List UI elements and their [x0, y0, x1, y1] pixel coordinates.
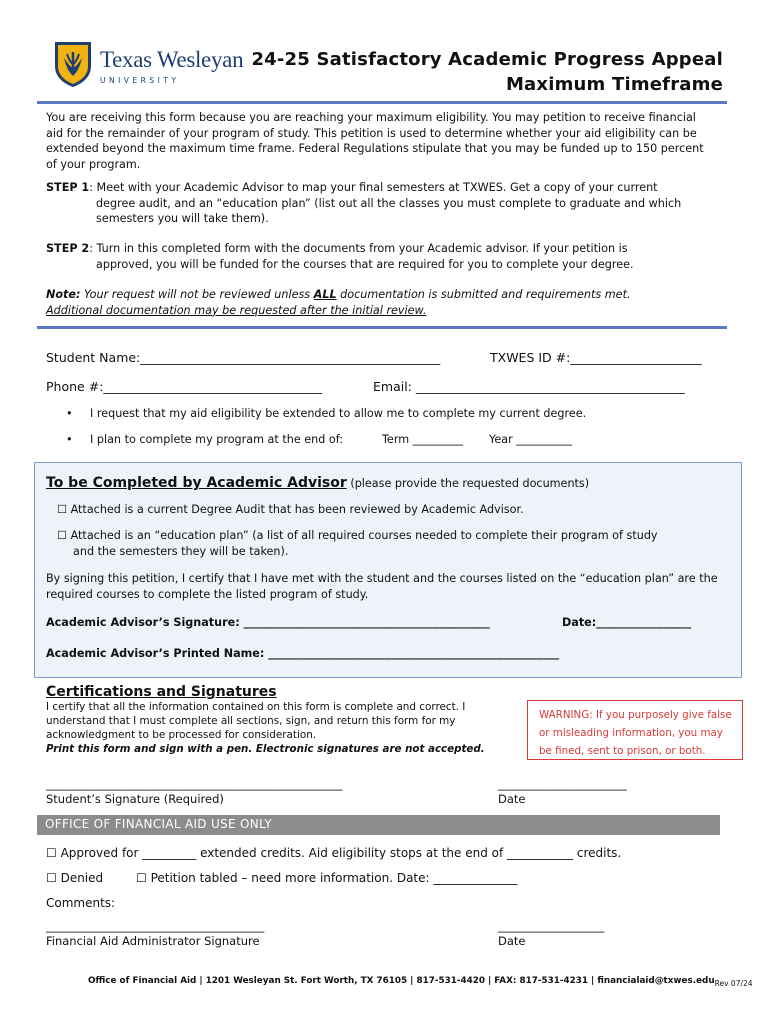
student-signature-line[interactable]: _____________________________________________________ [46, 778, 343, 791]
step-2-text: : Turn in this completed form with the documents from your Academic advisor. If your petition is [89, 242, 628, 255]
plan-complete-text: I plan to complete my program at the end of: [90, 433, 344, 446]
note-line-2: Additional documentation may be requested after the initial review. [46, 303, 427, 317]
student-date-label: Date [498, 792, 526, 806]
warning-box: WARNING: If you purposely give false or misleading information, you may be fined, sent to prison, or both. [527, 700, 743, 760]
advisor-printed-name-field[interactable]: Academic Advisor’s Printed Name: ____________________________________________________ [46, 647, 560, 660]
admin-date-line[interactable]: ___________________ [498, 920, 605, 933]
step-1-text: : Meet with your Academic Advisor to map your final semesters at TXWES. Get a copy of your current [89, 181, 658, 194]
note-all: ALL [313, 288, 337, 301]
university-shield-icon [53, 40, 93, 88]
form-title [251, 47, 723, 97]
title-line-2: Maximum Timeframe [505, 74, 723, 95]
revision-label: Rev 07/24 [714, 979, 753, 988]
admin-date-label: Date [498, 934, 526, 948]
year-field[interactable]: Year __________ [489, 433, 573, 446]
footer [88, 976, 753, 988]
step-2-continuation: approved, you will be funded for the courses that are required for you to complete your degree. [96, 257, 634, 271]
header-divider [37, 101, 727, 104]
note-text-2: documentation is submitted and requirements met. [336, 288, 631, 301]
student-name-field[interactable]: Student Name:________________________________________________ [46, 350, 441, 365]
intro-paragraph: You are receiving this form because you are reaching your maximum eligibility. You may petition to receive financial aid for the remainder of your program of study. This petition is used to determine whether your aid eligibility can be extended beyond the maximum time frame. Federal Regulations stipulate that you may be funded up to 150 percent of your program. [46, 111, 704, 171]
title-line-1: 24-25 Satisfactory Academic Progress Appeal [251, 49, 723, 70]
advisor-certify-text: By signing this petition, I certify that I have met with the student and the courses listed on the “education plan” are the required courses to complete the listed program of study. [46, 572, 718, 601]
note-label: Note: [46, 288, 81, 301]
comments-label: Comments: [46, 896, 116, 910]
education-plan-checkbox[interactable]: ☐ Attached is an “education plan” (a list of all required courses needed to complete their program of study [57, 529, 658, 542]
term-field[interactable]: Term _________ [382, 433, 464, 446]
logo-subtitle: UNIVERSITY [100, 76, 180, 85]
advisor-signature-field[interactable]: Academic Advisor’s Signature: ____________________________________________ [46, 616, 490, 629]
tabled-checkbox[interactable]: ☐ Petition tabled – need more information. Date: ______________ [136, 871, 518, 885]
advisor-heading [46, 472, 589, 492]
approved-checkbox[interactable]: ☐ Approved for _________ extended credits. Aid eligibility stops at the end of ___________ credits. [46, 846, 622, 860]
advisor-heading-note: (please provide the requested documents) [346, 477, 590, 490]
admin-signature-label: Financial Aid Administrator Signature [46, 934, 260, 948]
step-1-continuation: degree audit, and an “education plan” (list out all the classes you must complete to graduate and which semesters you will take them). [96, 196, 682, 225]
advisor-date-field[interactable]: Date:_________________ [562, 616, 692, 629]
office-use-bar: OFFICE OF FINANCIAL AID USE ONLY [37, 815, 720, 835]
note-line-1 [46, 287, 716, 303]
admin-signature-line[interactable]: _______________________________________ [46, 920, 265, 933]
certifications-text: I certify that all the information contained on this form is complete and correct. I understand that I must complete all sections, sign, and return this form for my acknowledgment to be processed for consideration. [46, 701, 466, 741]
education-plan-text-cont: and the semesters they will be taken). [73, 545, 289, 558]
note-text-1: Your request will not be reviewed unless [80, 288, 314, 301]
section-divider [37, 326, 727, 329]
step-1-label: STEP 1 [46, 181, 90, 194]
step-2-line [46, 241, 716, 257]
step-1-line [46, 180, 716, 196]
pen-signature-notice: Print this form and sign with a pen. Electronic signatures are not accepted. [46, 743, 485, 755]
certifications-heading: Certifications and Signatures [46, 684, 277, 700]
step-2-label: STEP 2 [46, 242, 90, 255]
footer-contact: Office of Financial Aid | 1201 Wesleyan St. Fort Worth, TX 76105 | 817-531-4420 | FAX: 817-531-4231 | financialaid@txwes.edu [88, 976, 715, 986]
advisor-heading-title: To be Completed by Academic Advisor [46, 475, 347, 491]
extend-request-text: I request that my aid eligibility be extended to allow me to complete my current degree. [90, 407, 587, 420]
txwes-id-field[interactable]: TXWES ID #:_____________________ [490, 350, 702, 365]
denied-checkbox[interactable]: ☐ Denied [46, 871, 104, 885]
bullet-icon: • [66, 433, 73, 446]
bullet-icon: • [66, 407, 73, 420]
phone-field[interactable]: Phone #:___________________________________ [46, 379, 323, 394]
degree-audit-checkbox[interactable]: ☐ Attached is a current Degree Audit that has been reviewed by Academic Advisor. [57, 503, 524, 516]
email-field[interactable]: Email: ___________________________________________ [373, 379, 685, 394]
logo-name: Texas Wesleyan [100, 47, 244, 72]
student-date-line[interactable]: _______________________ [498, 778, 627, 791]
student-signature-label: Student’s Signature (Required) [46, 792, 224, 806]
